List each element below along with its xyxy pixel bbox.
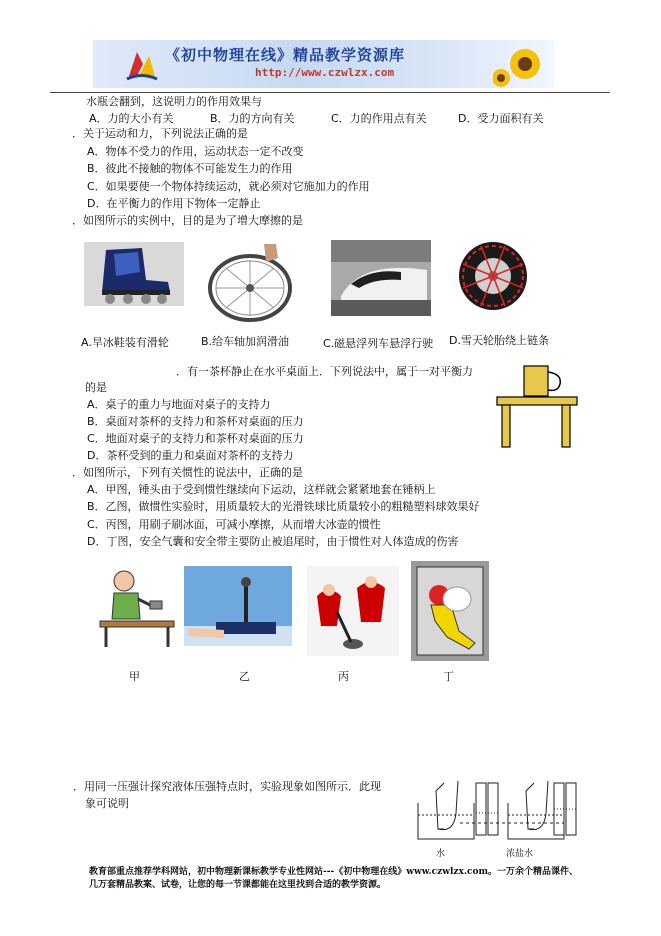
hammer-figure-image bbox=[94, 563, 178, 649]
bicycle-wheel-image bbox=[204, 240, 294, 324]
sunflower-icon bbox=[493, 40, 554, 88]
q2-stem: ．如图所示的实例中，目的是为了增大摩擦的是 bbox=[72, 214, 303, 227]
q3-option-d: D．茶杯受到的重力和桌面对茶杯的支持力 bbox=[87, 449, 294, 462]
q2-caption-a: A.旱冰鞋装有滑轮 bbox=[81, 336, 169, 349]
q5-stem: ．用同一压强计探究液体压强特点时，实验现象如图所示．此现 bbox=[73, 780, 381, 793]
header-banner bbox=[93, 40, 554, 88]
maglev-train-image bbox=[331, 240, 431, 316]
q3-stem-cont: 的是 bbox=[85, 381, 107, 394]
q4-caption-ding: 丁 bbox=[443, 670, 454, 683]
q0-option-d: D．受力面积有关 bbox=[458, 112, 544, 125]
q1-option-a: A．物体不受力的作用，运动状态一定不改变 bbox=[87, 145, 304, 158]
q1-stem: ．关于运动和力，下列说法正确的是 bbox=[72, 127, 248, 140]
q0-stem: 水瓶会翻到，这说明力的作用效果与 bbox=[86, 95, 262, 108]
table-with-cup-image bbox=[494, 362, 580, 450]
footer-line-2: 几万套精品教案、试卷，让您的每一节课都能在这里找到合适的教学资源。 bbox=[89, 880, 387, 890]
q1-option-b: B．彼此不接触的物体不可能发生力的作用 bbox=[87, 162, 293, 175]
site-logo-icon bbox=[123, 46, 159, 84]
q4-caption-bing: 丙 bbox=[338, 670, 349, 683]
q1-option-c: C．如果要使一个物体持续运动，就必须对它施加力的作用 bbox=[87, 180, 370, 193]
header-rule bbox=[50, 92, 610, 93]
snow-chain-tire-image bbox=[455, 238, 531, 314]
q5-label-brine: 浓盐水 bbox=[506, 849, 534, 859]
pressure-gauge-diagram bbox=[414, 773, 580, 843]
q4-option-b: B．乙图，做惯性实验时，用质量较大的光滑铁球比质量较小的粗糙塑料球效果好 bbox=[87, 500, 480, 513]
q4-stem: ．如图所示，下列有关惯性的说法中，正确的是 bbox=[72, 466, 303, 479]
q4-option-c: C．丙图，用刷子刷冰面，可减小摩擦，从而增大冰壶的惯性 bbox=[87, 518, 381, 531]
q1-option-d: D．在平衡力的作用下物体一定静止 bbox=[87, 197, 261, 210]
q5-label-water: 水 bbox=[436, 849, 446, 859]
curling-image bbox=[307, 566, 399, 656]
q3-option-b: B．桌面对茶杯的支持力和茶杯对桌面的压力 bbox=[87, 415, 304, 428]
inertia-apparatus-image bbox=[184, 566, 292, 646]
q5-stem-cont: 象可说明 bbox=[85, 797, 129, 810]
car-airbag-image bbox=[411, 561, 489, 661]
q0-option-c: C．力的作用点有关 bbox=[331, 112, 427, 125]
q4-caption-yi: 乙 bbox=[239, 670, 250, 683]
q2-caption-b: B.给车轴加润滑油 bbox=[201, 335, 290, 348]
q3-option-a: A．桌子的重力与地面对桌子的支持力 bbox=[87, 398, 271, 411]
q3-stem: ．有一茶杯静止在水平桌面上．下列说法中，属于一对平衡力 bbox=[176, 365, 473, 378]
q4-option-d: D．丁图，安全气囊和安全带主要防止被追尾时，由于惯性对人体造成的伤害 bbox=[87, 535, 459, 548]
q3-option-c: C．地面对桌子的支持力和茶杯对桌面的压力 bbox=[87, 432, 304, 445]
q4-caption-jia: 甲 bbox=[129, 670, 140, 683]
q0-option-a: A．力的大小有关 bbox=[89, 112, 174, 125]
q2-caption-c: C.磁悬浮列车悬浮行驶 bbox=[323, 337, 434, 350]
banner-title: 《初中物理在线》精品教学资源库 bbox=[165, 46, 406, 64]
footer-line-1: 教育部重点推荐学科网站，初中物理新课标教学专业性网站---《初中物理在线》www.czwlzx.com。一万余个精品课件、 bbox=[89, 867, 579, 877]
q4-option-a: A．甲图，锤头由于受到惯性继续向下运动，这样就会紧紧地套在锤柄上 bbox=[87, 483, 436, 496]
roller-skate-image bbox=[84, 242, 184, 306]
q0-option-b: B．力的方向有关 bbox=[210, 112, 295, 125]
q2-caption-d: D.雪天轮胎绕上链条 bbox=[449, 334, 549, 347]
banner-url[interactable]: http://www.czwlzx.com bbox=[255, 66, 395, 79]
